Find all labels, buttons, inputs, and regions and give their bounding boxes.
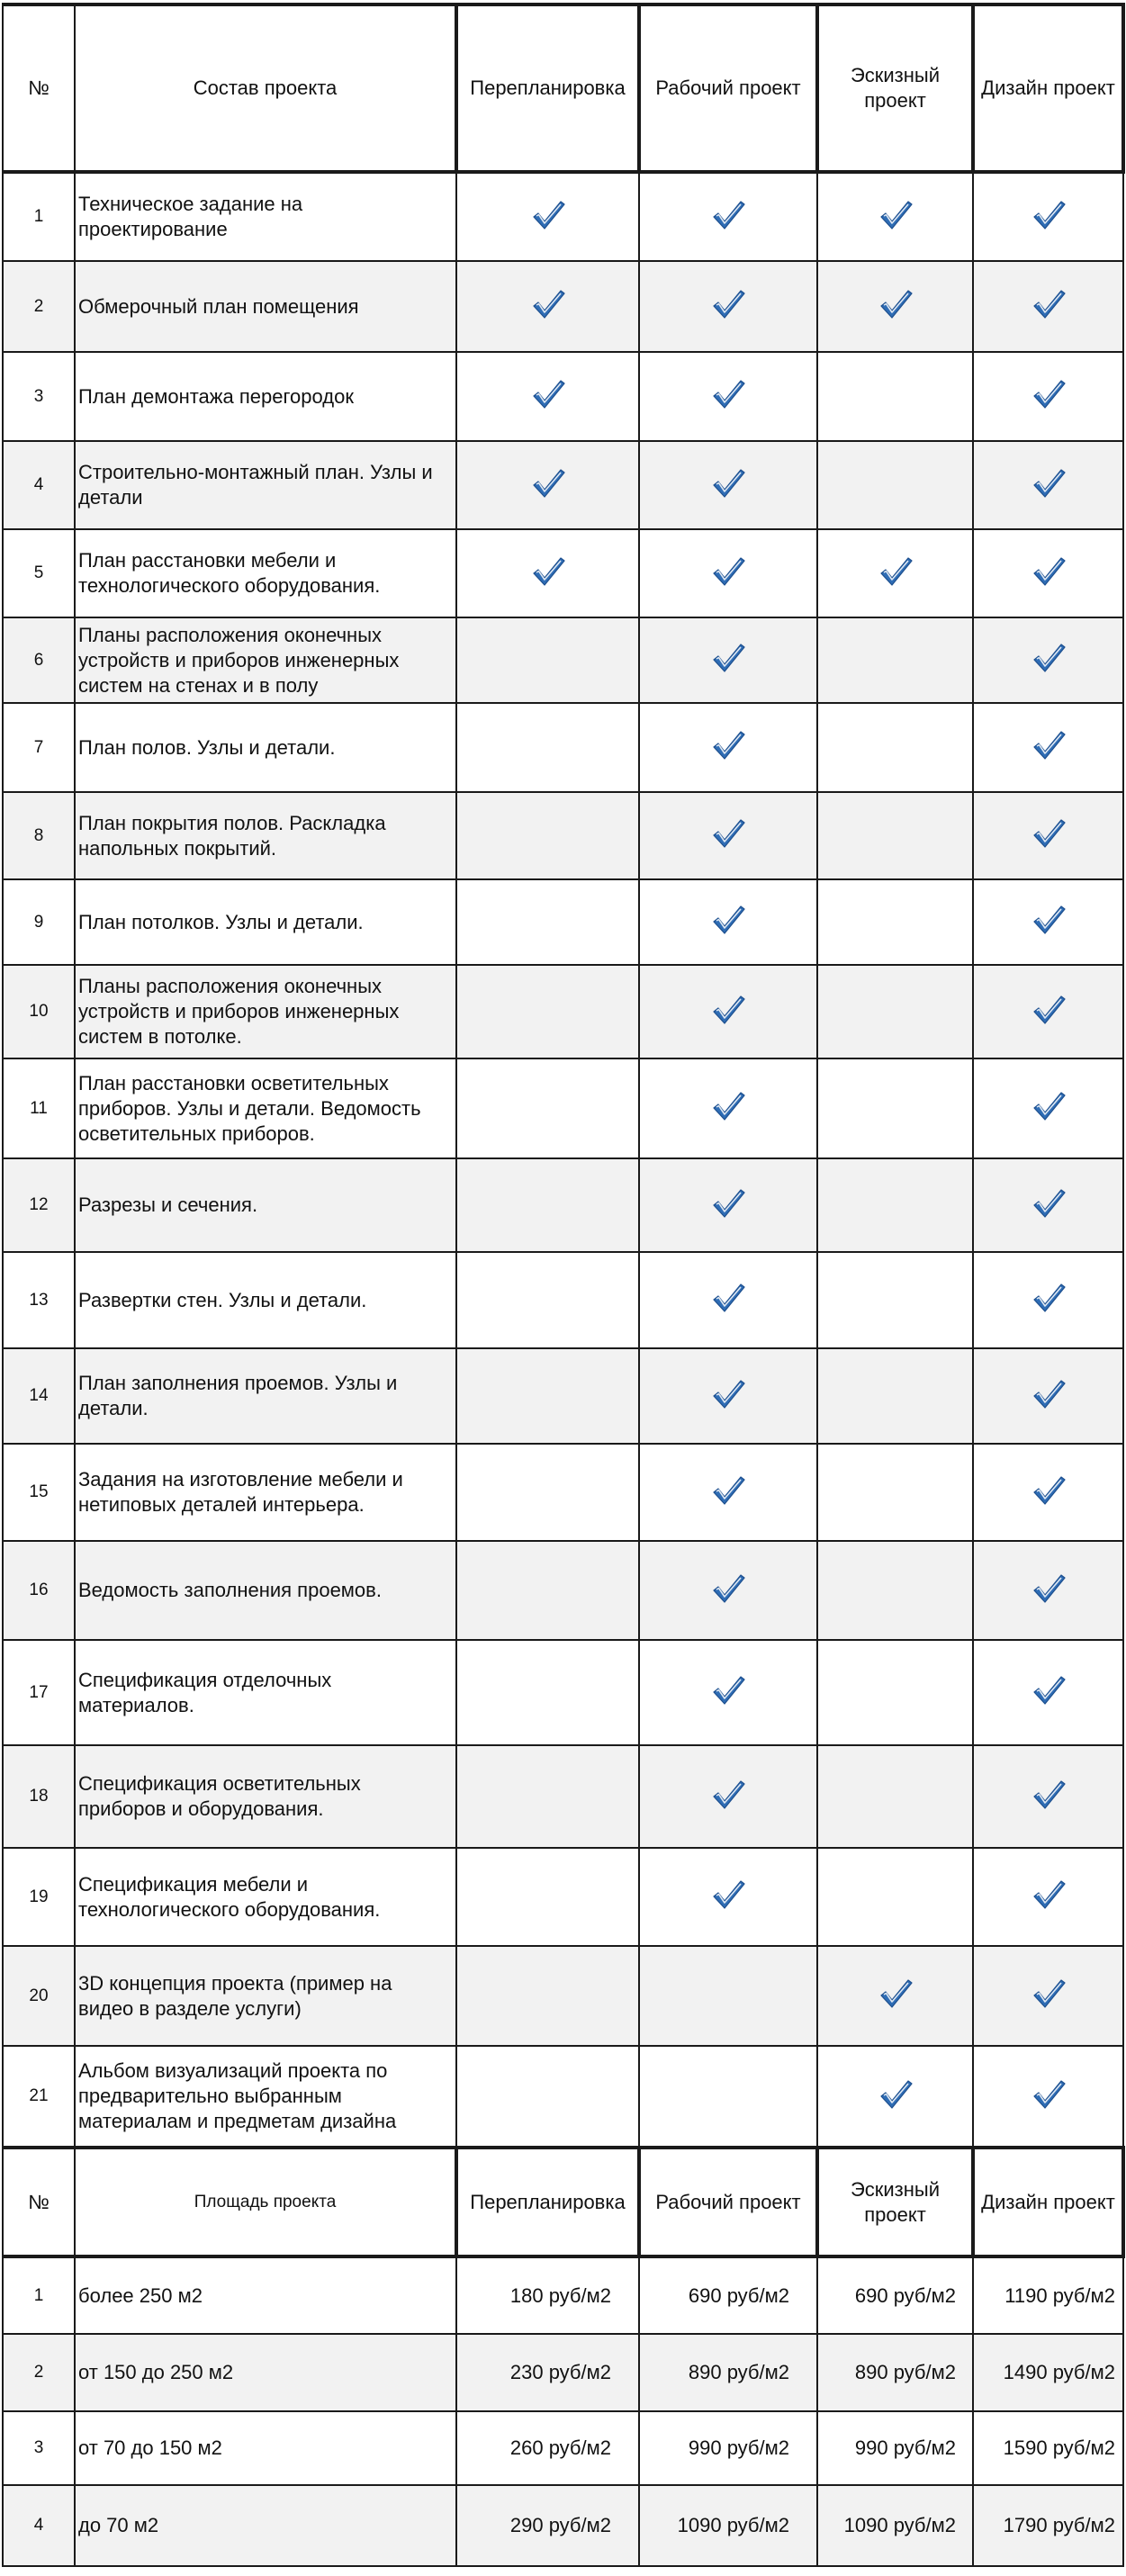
area-range: от 150 до 250 м2 [75, 2334, 456, 2411]
price-unit: руб/м2 [726, 2361, 789, 2383]
price-row [3, 2256, 1123, 2334]
check-cell [973, 1444, 1123, 1541]
service-description: План покрытия полов. Раскладка напольных покрытий. [75, 792, 456, 879]
price-unit: руб/м2 [548, 2436, 611, 2459]
check-cell [456, 792, 639, 879]
check-cell [973, 703, 1123, 792]
checkmark-icon [1031, 555, 1066, 588]
price-value: 1790 [1003, 2514, 1048, 2536]
row-number: 2 [3, 2334, 75, 2411]
price-row [3, 2485, 1123, 2566]
checkmark-icon [878, 2078, 913, 2111]
service-description: Планы расположения оконечных устройств и приборов инженерных систем на стенах и в полу [75, 617, 456, 703]
check-cell [639, 965, 817, 1058]
checkmark-icon [711, 1378, 745, 1410]
price-cell [639, 2485, 817, 2566]
check-cell [456, 1444, 639, 1541]
price-value: 1090 [843, 2514, 888, 2536]
check-cell [973, 1640, 1123, 1745]
check-cell [973, 172, 1123, 261]
price-cell [817, 2411, 973, 2485]
service-description: 3D концепция проекта (пример на видео в разделе услуги) [75, 1946, 456, 2046]
table-row [3, 529, 1123, 617]
checkmark-icon [531, 467, 565, 500]
row-number: 19 [3, 1848, 75, 1946]
header-replanning: Перепланировка [456, 5, 639, 172]
table-row [3, 1745, 1123, 1848]
service-description: План расстановки осветительных приборов. Узлы и детали. Ведомость осветительных приборов. [75, 1058, 456, 1158]
check-cell [456, 1946, 639, 2046]
services-table [2, 3, 1125, 2567]
check-cell [456, 1252, 639, 1348]
service-description: Спецификация мебели и технологического оборудования. [75, 1848, 456, 1946]
checkmark-icon [711, 378, 745, 410]
price-value: 990 [854, 2436, 888, 2459]
price-unit: руб/м2 [1052, 2283, 1115, 2307]
row-number: 13 [3, 1252, 75, 1348]
service-description: Альбом визуализаций проекта по предварительно выбранным материалам и предметам дизайна [75, 2046, 456, 2148]
check-cell [817, 441, 973, 529]
service-description: Разрезы и сечения. [75, 1158, 456, 1252]
checkmark-icon [1031, 642, 1066, 674]
checkmark-icon [711, 288, 745, 320]
checkmark-icon [1031, 1779, 1066, 1811]
row-number: 10 [3, 965, 75, 1058]
checkmark-icon [711, 199, 745, 231]
price-value: 990 [688, 2436, 722, 2459]
service-description: План потолков. Узлы и детали. [75, 879, 456, 965]
check-cell [639, 1541, 817, 1640]
check-cell [817, 1058, 973, 1158]
price-value: 690 [854, 2283, 888, 2307]
price-value: 1590 [1003, 2436, 1048, 2459]
table-row [3, 1640, 1123, 1745]
price-cell [817, 2334, 973, 2411]
price-cell [973, 2256, 1123, 2334]
checkmark-icon [531, 378, 565, 410]
checkmark-icon [531, 288, 565, 320]
service-description: План полов. Узлы и детали. [75, 703, 456, 792]
price-cell [456, 2411, 639, 2485]
checkmark-icon [711, 1474, 745, 1507]
price-unit: руб/м2 [1052, 2361, 1115, 2383]
checkmark-icon [1031, 904, 1066, 936]
checkmark-icon [1031, 729, 1066, 761]
check-cell [639, 1058, 817, 1158]
price-unit: руб/м2 [893, 2514, 956, 2536]
price-cell [456, 2334, 639, 2411]
check-cell [973, 441, 1123, 529]
check-cell [817, 1541, 973, 1640]
checkmark-icon [1031, 817, 1066, 850]
checkmark-icon [711, 642, 745, 674]
service-description: Техническое задание на проектирование [75, 172, 456, 261]
price-cell [973, 2485, 1123, 2566]
check-cell [973, 352, 1123, 441]
checkmark-icon [1031, 2078, 1066, 2111]
row-number: 18 [3, 1745, 75, 1848]
price-unit: руб/м2 [548, 2514, 611, 2536]
row-number: 3 [3, 2411, 75, 2485]
price-cell [639, 2256, 817, 2334]
area-range: от 70 до 150 м2 [75, 2411, 456, 2485]
check-cell [456, 1158, 639, 1252]
check-cell [639, 529, 817, 617]
table-row [3, 352, 1123, 441]
table-row [3, 172, 1123, 261]
check-cell [817, 529, 973, 617]
table-row [3, 1848, 1123, 1946]
check-cell [817, 879, 973, 965]
price-unit: руб/м2 [1052, 2436, 1115, 2459]
header-composition: Состав проекта [75, 5, 456, 172]
check-cell [639, 1252, 817, 1348]
row-number: 11 [3, 1058, 75, 1158]
header-working-project: Рабочий проект [639, 2148, 817, 2256]
check-cell [456, 352, 639, 441]
check-cell [456, 441, 639, 529]
checkmark-icon [711, 994, 745, 1026]
table-row [3, 1444, 1123, 1541]
row-number: 9 [3, 879, 75, 965]
check-cell [456, 1848, 639, 1946]
checkmark-icon [878, 555, 913, 588]
check-cell [639, 703, 817, 792]
table-row [3, 965, 1123, 1058]
table-row [3, 879, 1123, 965]
check-cell [639, 1848, 817, 1946]
check-cell [973, 529, 1123, 617]
table-row [3, 1541, 1123, 1640]
row-number: 6 [3, 617, 75, 703]
service-description: Обмерочный план помещения [75, 261, 456, 352]
price-cell [456, 2256, 639, 2334]
checkmark-icon [711, 555, 745, 588]
check-cell [817, 172, 973, 261]
checkmark-icon [711, 1779, 745, 1811]
check-cell [817, 1444, 973, 1541]
price-value: 690 [688, 2283, 722, 2307]
check-cell [639, 172, 817, 261]
price-unit: руб/м2 [1052, 2514, 1115, 2536]
checkmark-icon [1031, 1674, 1066, 1707]
checkmark-icon [711, 467, 745, 500]
price-cell [973, 2411, 1123, 2485]
checkmark-icon [878, 199, 913, 231]
price-cell [639, 2411, 817, 2485]
check-cell [973, 1252, 1123, 1348]
check-cell [639, 1158, 817, 1252]
check-cell [817, 1848, 973, 1946]
price-value: 1090 [677, 2514, 722, 2536]
check-cell [973, 879, 1123, 965]
row-number: 12 [3, 1158, 75, 1252]
row-number: 5 [3, 529, 75, 617]
row-number: 8 [3, 792, 75, 879]
checkmark-icon [878, 1977, 913, 2010]
checkmark-icon [878, 288, 913, 320]
area-range: до 70 м2 [75, 2485, 456, 2566]
checkmark-icon [711, 1878, 745, 1911]
check-cell [639, 879, 817, 965]
checkmark-icon [1031, 1282, 1066, 1314]
check-cell [817, 617, 973, 703]
price-value: 890 [854, 2361, 888, 2383]
price-cell [639, 2334, 817, 2411]
check-cell [456, 2046, 639, 2148]
check-cell [817, 1252, 973, 1348]
check-cell [639, 352, 817, 441]
check-cell [817, 1640, 973, 1745]
price-value: 230 [509, 2361, 544, 2383]
price-cell [817, 2485, 973, 2566]
checkmark-icon [1031, 288, 1066, 320]
check-cell [973, 1058, 1123, 1158]
table-row [3, 1348, 1123, 1444]
check-cell [639, 1444, 817, 1541]
checkmark-icon [1031, 199, 1066, 231]
price-value: 1490 [1003, 2361, 1048, 2383]
checkmark-icon [711, 1282, 745, 1314]
area-range: более 250 м2 [75, 2256, 456, 2334]
checkmark-icon [1031, 1474, 1066, 1507]
check-cell [817, 352, 973, 441]
row-number: 17 [3, 1640, 75, 1745]
price-unit: руб/м2 [726, 2436, 789, 2459]
header-replanning: Перепланировка [456, 2148, 639, 2256]
header-area: Площадь проекта [75, 2148, 456, 2256]
row-number: 1 [3, 172, 75, 261]
table-row [3, 703, 1123, 792]
check-cell [817, 965, 973, 1058]
price-value: 260 [509, 2436, 544, 2459]
check-cell [973, 617, 1123, 703]
check-cell [817, 1745, 973, 1848]
check-cell [456, 965, 639, 1058]
price-unit: руб/м2 [726, 2283, 789, 2307]
price-cell [817, 2256, 973, 2334]
price-cell [456, 2485, 639, 2566]
row-number: 20 [3, 1946, 75, 2046]
price-row [3, 2411, 1123, 2485]
check-cell [456, 703, 639, 792]
check-cell [456, 617, 639, 703]
check-cell [973, 792, 1123, 879]
check-cell [973, 1348, 1123, 1444]
check-cell [639, 1745, 817, 1848]
header-design-project: Дизайн проект [973, 5, 1123, 172]
checkmark-icon [1031, 467, 1066, 500]
service-description: Спецификация отделочных материалов. [75, 1640, 456, 1745]
header-working-project: Рабочий проект [639, 5, 817, 172]
checkmark-icon [1031, 1572, 1066, 1605]
price-value: 890 [688, 2361, 722, 2383]
checkmark-icon [711, 1572, 745, 1605]
checkmark-icon [531, 199, 565, 231]
header-design-project: Дизайн проект [973, 2148, 1123, 2256]
check-cell [973, 965, 1123, 1058]
header-sketch-project: Эскизный проект [817, 2148, 973, 2256]
services-header-row [3, 5, 1123, 172]
row-number: 4 [3, 2485, 75, 2566]
check-cell [817, 1946, 973, 2046]
check-cell [639, 1348, 817, 1444]
row-number: 7 [3, 703, 75, 792]
table-row [3, 261, 1123, 352]
row-number: 16 [3, 1541, 75, 1640]
check-cell [456, 1058, 639, 1158]
pricing-header-row [3, 2148, 1123, 2256]
check-cell [817, 2046, 973, 2148]
check-cell [639, 1640, 817, 1745]
row-number: 2 [3, 261, 75, 352]
check-cell [817, 1158, 973, 1252]
check-cell [973, 1541, 1123, 1640]
checkmark-icon [1031, 994, 1066, 1026]
service-description: План расстановки мебели и технологического оборудования. [75, 529, 456, 617]
row-number: 21 [3, 2046, 75, 2148]
header-sketch-project: Эскизный проект [817, 5, 973, 172]
service-description: Задания на изготовление мебели и нетиповых деталей интерьера. [75, 1444, 456, 1541]
price-unit: руб/м2 [548, 2283, 611, 2307]
check-cell [973, 1158, 1123, 1252]
check-cell [973, 2046, 1123, 2148]
check-cell [456, 261, 639, 352]
service-description: Спецификация осветительных приборов и оборудования. [75, 1745, 456, 1848]
table-row [3, 1058, 1123, 1158]
table-row [3, 1252, 1123, 1348]
check-cell [456, 1541, 639, 1640]
check-cell [973, 1946, 1123, 2046]
service-description: Планы расположения оконечных устройств и приборов инженерных систем в потолке. [75, 965, 456, 1058]
table-row [3, 2046, 1123, 2148]
check-cell [456, 529, 639, 617]
check-cell [639, 617, 817, 703]
checkmark-icon [531, 555, 565, 588]
table-row [3, 441, 1123, 529]
checkmark-icon [711, 1090, 745, 1122]
checkmark-icon [711, 729, 745, 761]
check-cell [639, 1946, 817, 2046]
table-row [3, 792, 1123, 879]
price-value: 1190 [1004, 2283, 1048, 2307]
check-cell [973, 1848, 1123, 1946]
checkmark-icon [1031, 1378, 1066, 1410]
service-description: Строительно-монтажный план. Узлы и детали [75, 441, 456, 529]
check-cell [456, 879, 639, 965]
checkmark-icon [1031, 1977, 1066, 2010]
service-description: Ведомость заполнения проемов. [75, 1541, 456, 1640]
table-row [3, 617, 1123, 703]
check-cell [639, 441, 817, 529]
header-number: № [3, 2148, 75, 2256]
table-row [3, 1946, 1123, 2046]
price-unit: руб/м2 [548, 2361, 611, 2383]
price-value: 290 [509, 2514, 544, 2536]
check-cell [456, 1640, 639, 1745]
price-cell [973, 2334, 1123, 2411]
check-cell [456, 172, 639, 261]
check-cell [456, 1745, 639, 1848]
check-cell [639, 792, 817, 879]
checkmark-icon [1031, 1878, 1066, 1911]
checkmark-icon [711, 1674, 745, 1707]
check-cell [456, 1348, 639, 1444]
price-unit: руб/м2 [726, 2514, 789, 2536]
check-cell [817, 1348, 973, 1444]
check-cell [817, 703, 973, 792]
service-description: Развертки стен. Узлы и детали. [75, 1252, 456, 1348]
table-row [3, 1158, 1123, 1252]
check-cell [817, 261, 973, 352]
checkmark-icon [1031, 378, 1066, 410]
check-cell [639, 261, 817, 352]
check-cell [973, 261, 1123, 352]
price-unit: руб/м2 [893, 2283, 956, 2307]
row-number: 4 [3, 441, 75, 529]
checkmark-icon [1031, 1187, 1066, 1220]
price-unit: руб/м2 [893, 2436, 956, 2459]
checkmark-icon [711, 817, 745, 850]
row-number: 3 [3, 352, 75, 441]
price-row [3, 2334, 1123, 2411]
checkmark-icon [711, 1187, 745, 1220]
row-number: 14 [3, 1348, 75, 1444]
row-number: 15 [3, 1444, 75, 1541]
checkmark-icon [1031, 1090, 1066, 1122]
check-cell [639, 2046, 817, 2148]
price-unit: руб/м2 [893, 2361, 956, 2383]
price-value: 180 [509, 2283, 544, 2307]
row-number: 1 [3, 2256, 75, 2334]
service-description: План заполнения проемов. Узлы и детали. [75, 1348, 456, 1444]
check-cell [817, 792, 973, 879]
check-cell [973, 1745, 1123, 1848]
service-description: План демонтажа перегородок [75, 352, 456, 441]
checkmark-icon [711, 904, 745, 936]
header-number: № [3, 5, 75, 172]
